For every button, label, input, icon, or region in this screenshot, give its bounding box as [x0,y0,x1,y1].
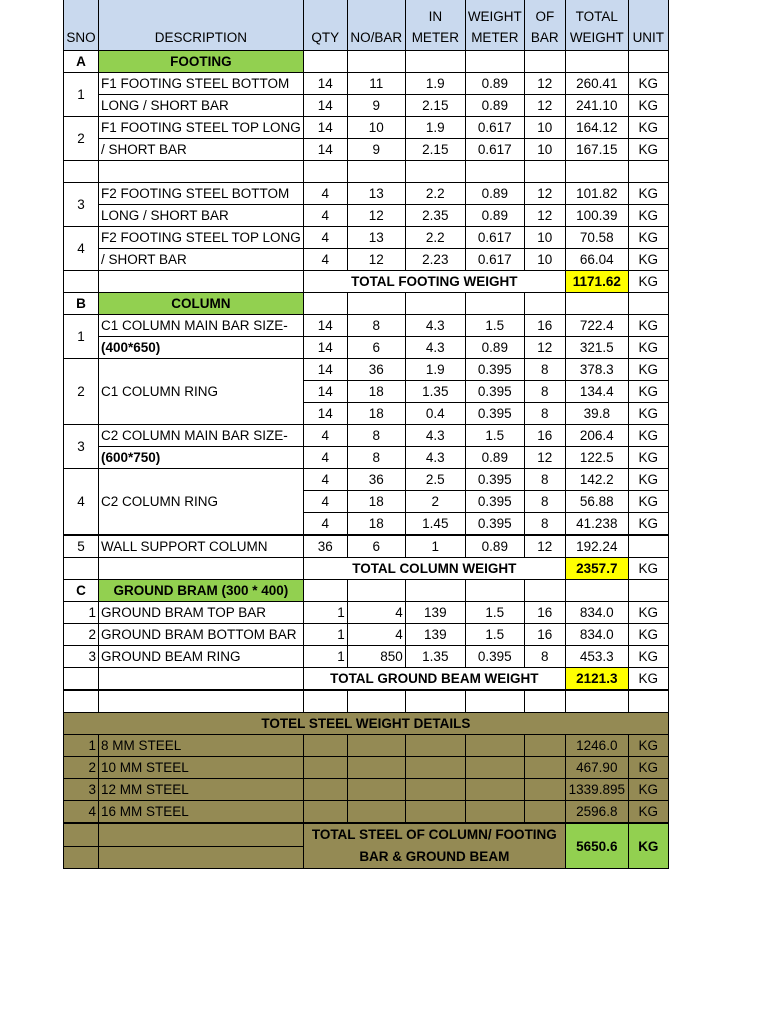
table-row [64,315,669,337]
cell: 1.5 [465,425,524,447]
row-description: C1 COLUMN RING [99,359,304,425]
cell: 4.3 [405,447,465,469]
cell: 1.35 [405,381,465,403]
cell: 164.12 [565,117,628,139]
row-description: C2 COLUMN RING [99,469,304,536]
row-sno: 3 [64,425,99,469]
cell: 39.8 [565,403,628,425]
cell: 4.3 [405,337,465,359]
cell: 134.4 [565,381,628,403]
table-row [64,139,669,161]
cell: 0.89 [465,337,524,359]
cell: KG [628,183,668,205]
cell: 12 [524,95,565,117]
cell: 1 [303,602,347,624]
row-description: F2 FOOTING STEEL BOTTOM [99,183,304,205]
cell: 0.89 [465,205,524,227]
header-in-meter: IN METER [405,0,465,51]
ground-beam-total-row [64,668,669,691]
section-row-footing [64,51,669,73]
total-value: 2357.7 [565,558,628,580]
cell: 12 [524,447,565,469]
cell: 8 [347,315,405,337]
row-description: / SHORT BAR [99,249,304,271]
table-row [64,337,669,359]
summary-weight: 467.90 [565,757,628,779]
section-title: GROUND BRAM (300 * 400) [99,580,304,602]
cell: 14 [303,315,347,337]
cell: 260.41 [565,73,628,95]
cell: KG [628,624,668,646]
cell: 36 [347,359,405,381]
cell: 9 [347,95,405,117]
cell: 8 [347,425,405,447]
cell: 834.0 [565,624,628,646]
cell: 0.89 [465,95,524,117]
cell: KG [628,513,668,536]
summary-row [64,735,669,757]
total-label: TOTAL FOOTING WEIGHT [303,271,565,293]
cell: 14 [303,381,347,403]
table-row [64,535,669,558]
cell [628,535,668,558]
cell: 12 [524,337,565,359]
cell: 0.617 [465,249,524,271]
cell: 41.238 [565,513,628,536]
cell: 14 [303,73,347,95]
cell: 101.82 [565,183,628,205]
total-label: TOTAL GROUND BEAM WEIGHT [303,668,565,691]
cell: 8 [524,513,565,536]
cell: 14 [303,403,347,425]
header-weight-meter: WEIGHT METER [465,0,524,51]
cell: 12 [524,205,565,227]
cell: 378.3 [565,359,628,381]
grand-total-label: TOTAL STEEL OF COLUMN/ FOOTING BAR & GROUND BEAM [303,823,565,869]
row-sno: 3 [64,183,99,227]
section-row-column [64,293,669,315]
header-unit: UNIT [628,0,668,51]
cell: 36 [303,535,347,558]
row-sno: 4 [64,469,99,536]
table-row [64,646,669,668]
row-sno: 2 [64,624,99,646]
cell: KG [628,469,668,491]
section-title: FOOTING [99,51,304,73]
cell: 850 [347,646,405,668]
cell: 66.04 [565,249,628,271]
row-sno: 4 [64,801,99,824]
row-description: LONG / SHORT BAR [99,205,304,227]
cell: 14 [303,359,347,381]
cell: 1.5 [465,315,524,337]
cell: 0.395 [465,646,524,668]
row-description: C2 COLUMN MAIN BAR SIZE- [99,425,304,447]
row-description: F2 FOOTING STEEL TOP LONG [99,227,304,249]
cell: 11 [347,73,405,95]
cell: 13 [347,183,405,205]
table-row [64,117,669,139]
row-description: LONG / SHORT BAR [99,95,304,117]
cell: 834.0 [565,602,628,624]
cell: KG [628,227,668,249]
summary-unit: KG [628,801,668,824]
row-description: GROUND BRAM BOTTOM BAR [99,624,304,646]
summary-weight: 2596.8 [565,801,628,824]
header-sno: SNO [64,0,99,51]
cell: 10 [347,117,405,139]
row-sno: 3 [64,646,99,668]
header-description: DESCRIPTION [99,0,304,51]
cell: 0.395 [465,491,524,513]
cell: 2.5 [405,469,465,491]
grand-total-unit: KG [628,823,668,869]
summary-title: TOTEL STEEL WEIGHT DETAILS [64,713,669,735]
cell: KG [628,425,668,447]
cell: 18 [347,381,405,403]
cell: KG [628,646,668,668]
row-description: 8 MM STEEL [99,735,304,757]
table-row [64,249,669,271]
cell: 142.2 [565,469,628,491]
cell: 0.89 [465,183,524,205]
cell: 0.617 [465,139,524,161]
total-value: 2121.3 [565,668,628,691]
cell: 0.4 [405,403,465,425]
row-description: WALL SUPPORT COLUMN [99,535,304,558]
summary-row [64,757,669,779]
cell: KG [628,359,668,381]
cell: 8 [524,359,565,381]
cell: 0.617 [465,227,524,249]
total-unit: KG [628,558,668,580]
cell: 139 [405,602,465,624]
summary-row [64,801,669,824]
cell: 4 [303,447,347,469]
table-row [64,205,669,227]
row-sno: 1 [64,602,99,624]
cell: 0.89 [465,535,524,558]
summary-weight: 1246.0 [565,735,628,757]
row-description: GROUND BEAM RING [99,646,304,668]
section-title: COLUMN [99,293,304,315]
summary-row [64,779,669,801]
header-of-bar: OF BAR [524,0,565,51]
header-row [64,0,669,51]
summary-unit: KG [628,735,668,757]
cell: 1 [405,535,465,558]
cell: 4 [347,624,405,646]
cell: 0.395 [465,513,524,536]
table-row [64,624,669,646]
row-description: F1 FOOTING STEEL BOTTOM [99,73,304,95]
cell: 2 [405,491,465,513]
cell: 10 [524,249,565,271]
cell: 722.4 [565,315,628,337]
cell: 0.89 [465,73,524,95]
cell: 1.9 [405,117,465,139]
steel-weight-table [63,0,669,869]
header-qty: QTY [303,0,347,51]
cell: 12 [347,205,405,227]
row-description: / SHORT BAR [99,139,304,161]
row-sno: 5 [64,535,99,558]
table-row [64,447,669,469]
section-letter: C [64,580,99,602]
row-description: F1 FOOTING STEEL TOP LONG [99,117,304,139]
grand-total-row [64,823,669,846]
cell: 10 [524,139,565,161]
cell: 2.2 [405,183,465,205]
row-description: 10 MM STEEL [99,757,304,779]
cell: 56.88 [565,491,628,513]
cell: KG [628,447,668,469]
row-description: (600*750) [99,447,304,469]
footing-total-row [64,271,669,293]
cell: 0.617 [465,117,524,139]
row-description: 12 MM STEEL [99,779,304,801]
cell: 0.89 [465,447,524,469]
row-description: C1 COLUMN MAIN BAR SIZE- [99,315,304,337]
cell: 4 [303,425,347,447]
summary-title-row [64,713,669,735]
column-total-row [64,558,669,580]
row-sno: 2 [64,359,99,425]
cell: 0.395 [465,359,524,381]
total-value: 1171.62 [565,271,628,293]
cell: 4 [303,227,347,249]
cell: 10 [524,117,565,139]
row-sno: 2 [64,757,99,779]
row-sno: 1 [64,315,99,359]
row-sno: 2 [64,117,99,161]
cell: 14 [303,337,347,359]
cell: 70.58 [565,227,628,249]
cell: 1.5 [465,602,524,624]
cell: 18 [347,513,405,536]
cell: 100.39 [565,205,628,227]
cell: 4.3 [405,315,465,337]
cell: 1.9 [405,359,465,381]
cell: 8 [524,381,565,403]
row-sno: 1 [64,73,99,117]
cell: 206.4 [565,425,628,447]
cell: 2.35 [405,205,465,227]
cell: 4 [303,249,347,271]
cell: 1 [303,624,347,646]
cell: 16 [524,315,565,337]
section-letter: A [64,51,99,73]
cell: 1.45 [405,513,465,536]
section-letter: B [64,293,99,315]
cell: 14 [303,117,347,139]
cell: 4 [303,469,347,491]
blank-row [64,690,669,713]
cell: 8 [524,646,565,668]
cell: 8 [347,447,405,469]
cell: 13 [347,227,405,249]
table-row [64,183,669,205]
table-row [64,359,669,381]
cell: 4 [347,602,405,624]
cell: KG [628,139,668,161]
cell: 6 [347,535,405,558]
total-unit: KG [628,668,668,691]
cell: 16 [524,602,565,624]
cell: 1.35 [405,646,465,668]
section-row-ground-beam [64,580,669,602]
cell: KG [628,249,668,271]
cell: 9 [347,139,405,161]
cell: 16 [524,624,565,646]
table-row [64,73,669,95]
cell: 4 [303,513,347,536]
cell: 36 [347,469,405,491]
table-row [64,425,669,447]
cell: 167.15 [565,139,628,161]
cell: 0.395 [465,403,524,425]
cell: 192.24 [565,535,628,558]
total-unit: KG [628,271,668,293]
cell: KG [628,491,668,513]
header-total-weight: TOTAL WEIGHT [565,0,628,51]
cell: KG [628,205,668,227]
table-row [64,469,669,491]
cell: KG [628,73,668,95]
cell: KG [628,403,668,425]
cell: 12 [524,535,565,558]
cell: 1.9 [405,73,465,95]
cell: 1 [303,646,347,668]
cell: 2.2 [405,227,465,249]
cell: 122.5 [565,447,628,469]
cell: 241.10 [565,95,628,117]
cell: KG [628,315,668,337]
cell: KG [628,337,668,359]
cell: 12 [524,183,565,205]
row-description: (400*650) [99,337,304,359]
cell: KG [628,381,668,403]
cell: 0.395 [465,381,524,403]
cell: 2.15 [405,139,465,161]
row-sno: 1 [64,735,99,757]
cell: 0.395 [465,469,524,491]
cell: 10 [524,227,565,249]
table-row [64,227,669,249]
cell: 2.15 [405,95,465,117]
row-sno: 3 [64,779,99,801]
row-description: 16 MM STEEL [99,801,304,824]
cell: 4 [303,491,347,513]
cell: 18 [347,403,405,425]
row-sno: 4 [64,227,99,271]
cell: 18 [347,491,405,513]
header-no-bar: NO/BAR [347,0,405,51]
cell: 6 [347,337,405,359]
grand-total-value: 5650.6 [565,823,628,869]
cell: KG [628,602,668,624]
cell: 12 [524,73,565,95]
blank-row [64,161,669,183]
cell: 16 [524,425,565,447]
summary-unit: KG [628,757,668,779]
summary-unit: KG [628,779,668,801]
cell: 4 [303,205,347,227]
cell: 321.5 [565,337,628,359]
cell: 4.3 [405,425,465,447]
cell: 8 [524,469,565,491]
cell: 453.3 [565,646,628,668]
cell: 2.23 [405,249,465,271]
summary-weight: 1339.895 [565,779,628,801]
cell: 8 [524,491,565,513]
cell: 1.5 [465,624,524,646]
row-description: GROUND BRAM TOP BAR [99,602,304,624]
cell: 14 [303,139,347,161]
cell: 8 [524,403,565,425]
cell: KG [628,117,668,139]
cell: KG [628,95,668,117]
table-row [64,95,669,117]
cell: 14 [303,95,347,117]
total-label: TOTAL COLUMN WEIGHT [303,558,565,580]
cell: 139 [405,624,465,646]
cell: 12 [347,249,405,271]
table-row [64,602,669,624]
cell: 4 [303,183,347,205]
